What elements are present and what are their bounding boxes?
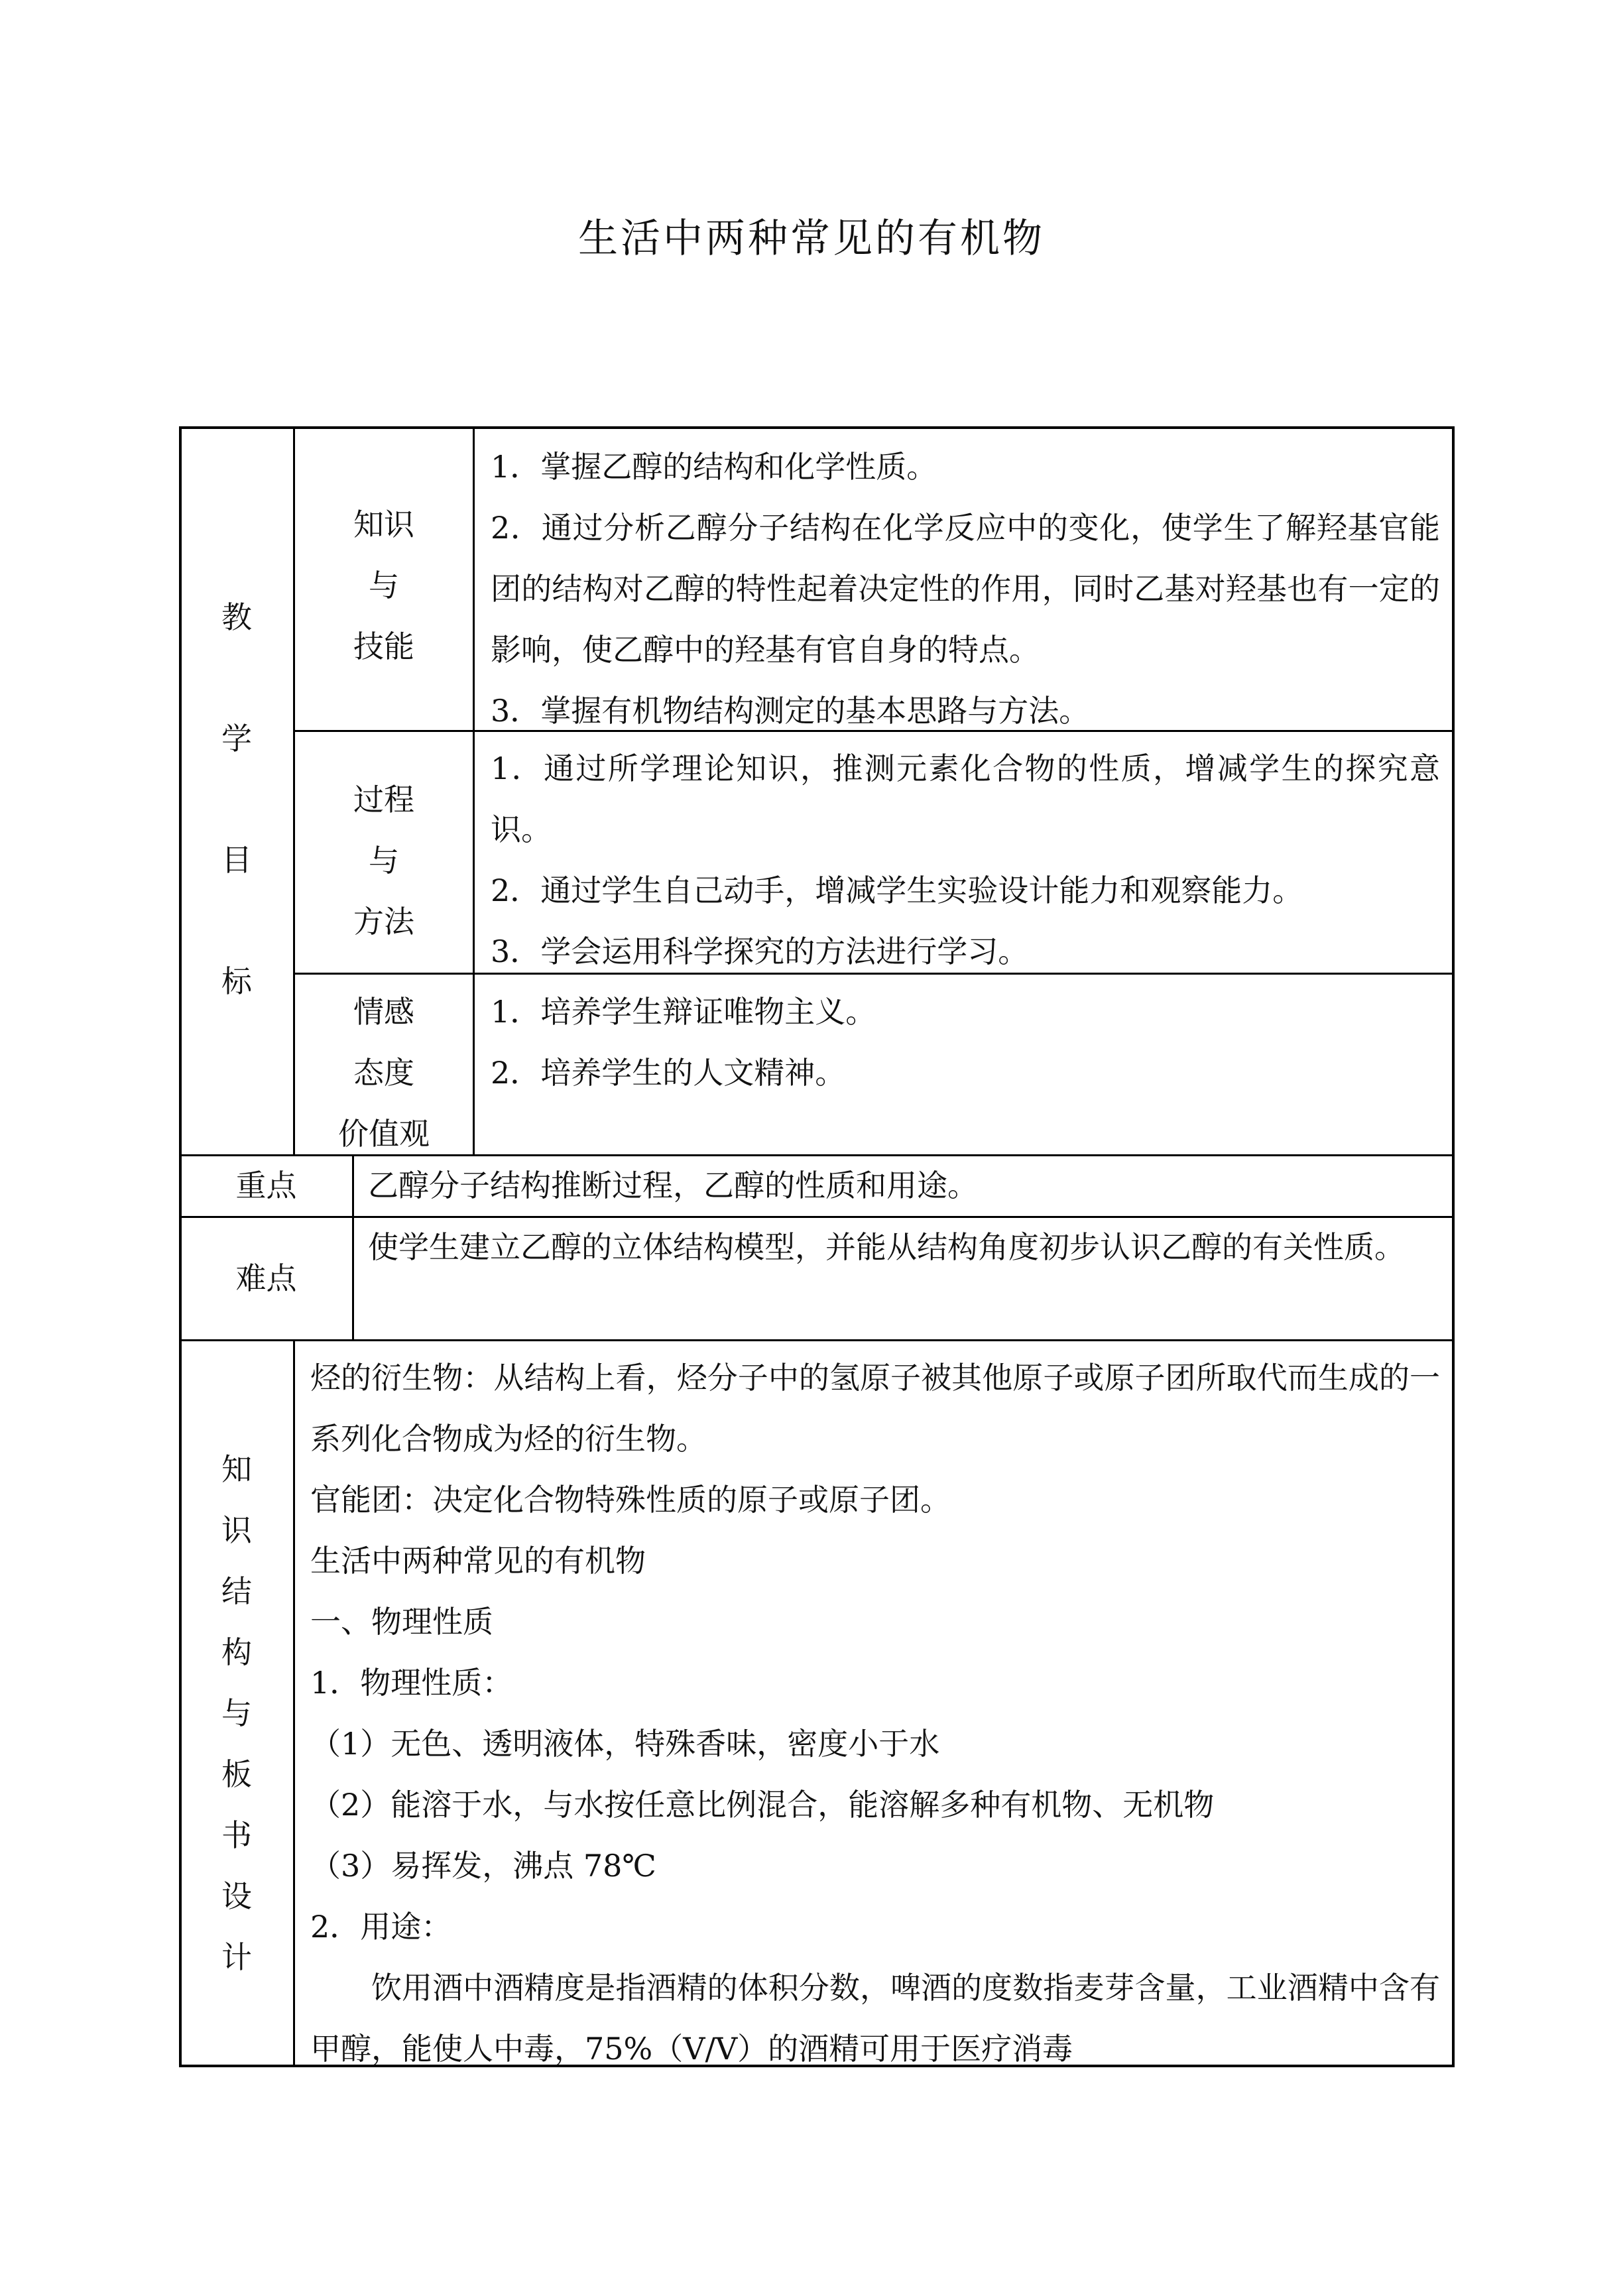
- label-knowledge-skills: 知识 与 技能: [353, 507, 414, 664]
- key-point-label: 重点: [235, 1168, 297, 1203]
- subsection-heading: 2．用途：: [310, 1909, 452, 1945]
- subsection-heading: 1．物理性质：: [310, 1665, 513, 1701]
- objectives-knowledge-content: 1．掌握乙醇的结构和化学性质。 2．通过分析乙醇分子结构在化学反应中的变化，使学生了解羟基官能团的结构对乙醇的特性起着决定性的作用，同时乙基对羟基也有一定的影响，使乙醇中的羟基有官自身的特点。 3．掌握有机物结构测定的基本思路与方法。: [491, 449, 1440, 729]
- column-divider: [352, 1154, 354, 1340]
- list-item: （3）易挥发，沸点 78℃: [310, 1848, 656, 1884]
- objectives-process-content: 1．通过所学理论知识，推测元素化合物的性质，增减学生的探究意识。 2．通过学生自己动手，增减学生实验设计能力和观察能力。 3．学会运用科学探究的方法进行学习。: [491, 751, 1440, 969]
- page-title: 生活中两种常见的有机物: [578, 215, 1045, 262]
- difficulty-text: 使学生建立乙醇的立体结构模型，并能从结构角度初步认识乙醇的有关性质。: [368, 1229, 1405, 1265]
- objectives-emotion-content: 1．培养学生辩证唯物主义。 2．培养学生的人文精神。: [491, 994, 876, 1091]
- list-item: （2）能溶于水，与水按任意比例混合，能溶解多种有机物、无机物: [310, 1787, 1215, 1823]
- column-divider: [473, 426, 475, 1155]
- knowledge-content: [310, 1347, 1440, 2079]
- usage-paragraph: 饮用酒中酒精度是指酒精的体积分数，啤酒的度数指麦芽含量，工业酒精中含有甲醇，能使人中毒，75%（V/V）的酒精可用于医疗消毒: [310, 1970, 1440, 2067]
- key-point-text: 乙醇分子结构推断过程，乙醇的性质和用途。: [368, 1168, 978, 1203]
- column-divider: [293, 1339, 295, 2067]
- list-item: （1）无色、透明液体，特殊香味，密度小于水: [310, 1726, 940, 1762]
- difficulty-label: 难点: [235, 1260, 297, 1296]
- label-emotion-values: 情感 态度 价值观: [338, 994, 430, 1152]
- objectives-header: 教 学 目 标: [221, 599, 252, 999]
- label-process-methods: 过程 与 方法: [353, 782, 414, 939]
- derivative-definition: 烃的衍生物：从结构上看，烃分子中的氢原子被其他原子或原子团所取代而生成的一系列化合物成为烃的衍生物。: [310, 1360, 1440, 1457]
- functional-group-definition: 官能团：决定化合物特殊性质的原子或原子团。: [310, 1482, 951, 1518]
- knowledge-header: 知 识 结 构 与 板 书 设 计: [221, 1451, 252, 1975]
- row-divider: [179, 1339, 1455, 1341]
- section-title: 生活中两种常见的有机物: [310, 1543, 646, 1579]
- section-heading: 一、物理性质: [310, 1604, 493, 1640]
